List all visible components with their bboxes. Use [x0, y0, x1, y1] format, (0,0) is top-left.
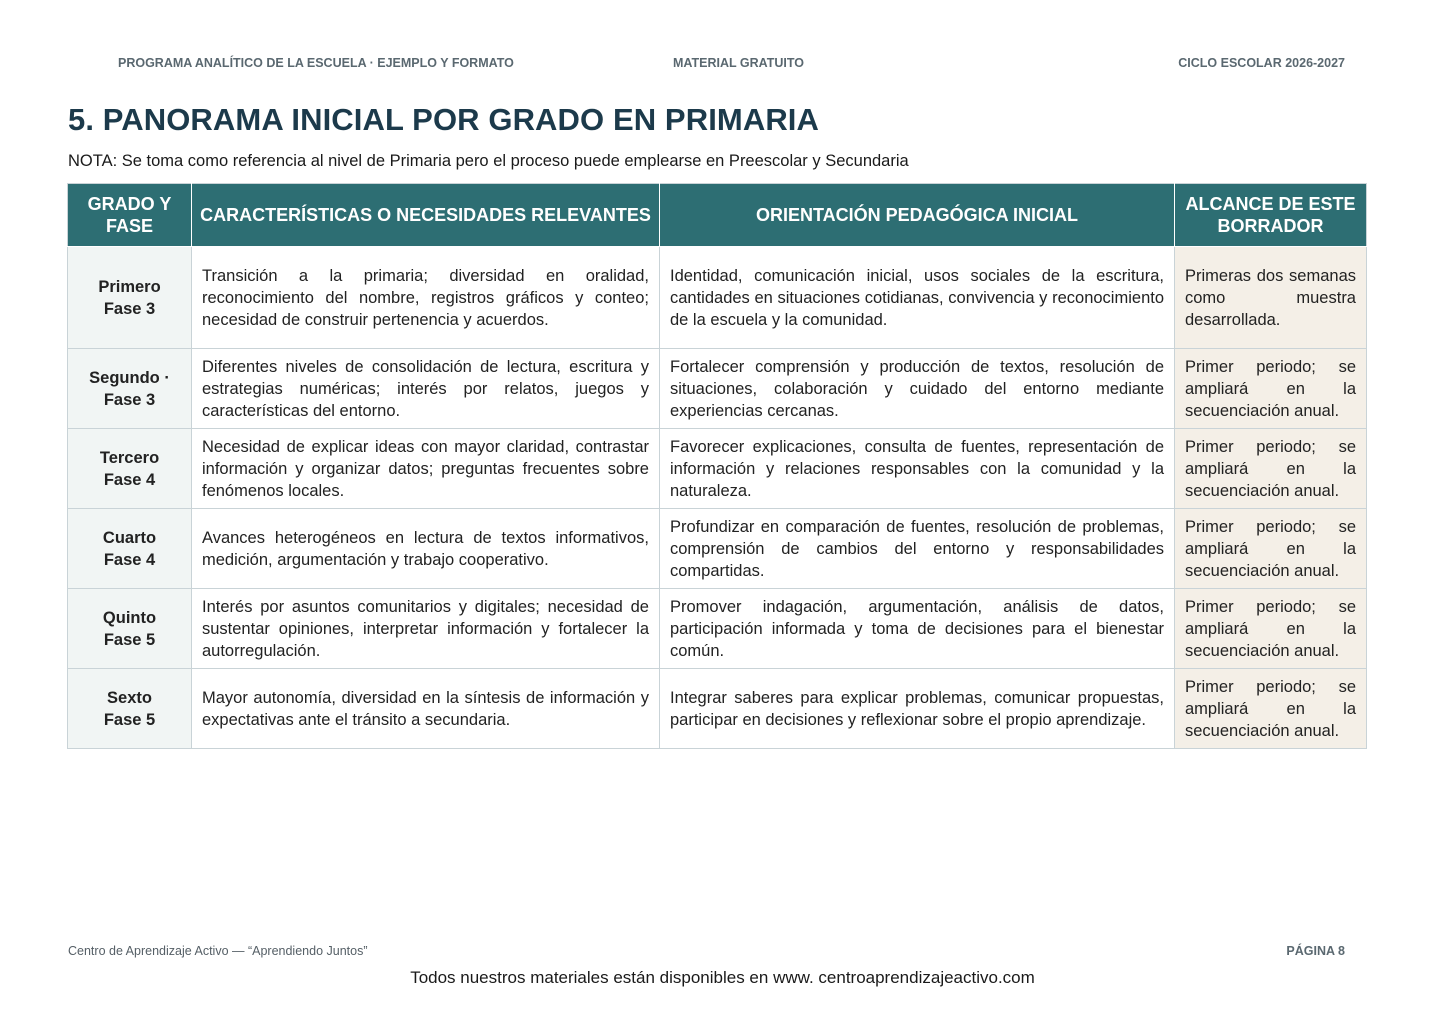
caracteristicas-cell: Transición a la primaria; diversidad en oralidad, reconocimiento del nombre, registros gráficos y conteo; necesidad de construir pertenencia y acuerdos. [192, 247, 660, 349]
orientacion-cell: Integrar saberes para explicar problemas, comunicar propuestas, participar en decisiones y reflexionar sobre el propio aprendizaje. [660, 669, 1175, 749]
table-header-row [68, 184, 1367, 247]
header-orientacion: ORIENTACIÓN PEDAGÓGICA INICIAL [660, 184, 1175, 247]
grado-cell [68, 247, 192, 349]
grado-cell [68, 669, 192, 749]
panorama-table [67, 183, 1367, 749]
grado-label: Sexto [107, 688, 152, 707]
footer-availability-note: Todos nuestros materiales están disponibles en www. centroaprendizajeactivo.com [410, 968, 1035, 987]
running-header-left: PROGRAMA ANALÍTICO DE LA ESCUELA · EJEMPLO Y FORMATO [118, 56, 514, 70]
grado-label: Tercero [99, 448, 160, 467]
caracteristicas-cell: Diferentes niveles de consolidación de lectura, escritura y estrategias numéricas; interés por relatos, juegos y características del entorno. [192, 349, 660, 429]
grado-label: Cuarto [102, 528, 157, 547]
fase-label: Fase 3 [103, 299, 156, 318]
orientacion-cell: Favorecer explicaciones, consulta de fuentes, representación de información y relaciones responsables con la comunidad y la naturaleza. [660, 429, 1175, 509]
fase-label: Fase 4 [103, 470, 156, 489]
alcance-cell: Primer periodo; se ampliará en la secuenciación anual. [1175, 589, 1367, 669]
table-row [68, 247, 1367, 349]
alcance-cell: Primer periodo; se ampliará en la secuenciación anual. [1175, 429, 1367, 509]
table-row [68, 589, 1367, 669]
grado-cell [68, 509, 192, 589]
caracteristicas-cell: Avances heterogéneos en lectura de textos informativos, medición, argumentación y trabajo cooperativo. [192, 509, 660, 589]
page-number: PÁGINA 8 [1286, 944, 1345, 958]
fase-label: Fase 5 [103, 630, 156, 649]
alcance-cell: Primer periodo; se ampliará en la secuenciación anual. [1175, 349, 1367, 429]
alcance-cell: Primer periodo; se ampliará en la secuenciación anual. [1175, 669, 1367, 749]
grado-label: Segundo · [89, 368, 170, 387]
page-title: 5. PANORAMA INICIAL POR GRADO EN PRIMARIA [68, 102, 820, 137]
grado-cell [68, 589, 192, 669]
header-caracteristicas: CARACTERÍSTICAS O NECESIDADES RELEVANTES [192, 184, 660, 247]
alcance-cell: Primer periodo; se ampliará en la secuenciación anual. [1175, 509, 1367, 589]
caracteristicas-cell: Mayor autonomía, diversidad en la síntesis de información y expectativas ante el tránsito a secundaria. [192, 669, 660, 749]
footer-organization: Centro de Aprendizaje Activo — “Aprendiendo Juntos” [68, 944, 368, 958]
table-row [68, 669, 1367, 749]
orientacion-cell: Profundizar en comparación de fuentes, resolución de problemas, comprensión de cambios del entorno y responsabilidades compartidas. [660, 509, 1175, 589]
running-header-right: CICLO ESCOLAR 2026-2027 [1178, 56, 1345, 70]
alcance-cell: Primeras dos semanas como muestra desarrollada. [1175, 247, 1367, 349]
grado-label: Primero [98, 277, 161, 296]
table-row [68, 509, 1367, 589]
orientacion-cell: Fortalecer comprensión y producción de textos, resolución de situaciones, colaboración y cuidado del entorno mediante experiencias cercanas. [660, 349, 1175, 429]
header-alcance: ALCANCE DE ESTE BORRADOR [1175, 184, 1367, 247]
grado-cell [68, 429, 192, 509]
orientacion-cell: Promover indagación, argumentación, análisis de datos, participación informada y toma de decisiones para el bienestar común. [660, 589, 1175, 669]
fase-label: Fase 3 [103, 390, 156, 409]
fase-label: Fase 5 [103, 710, 156, 729]
table-row [68, 349, 1367, 429]
running-header-center: MATERIAL GRATUITO [673, 56, 805, 70]
grado-label: Quinto [102, 608, 157, 627]
caracteristicas-cell: Interés por asuntos comunitarios y digitales; necesidad de sustentar opiniones, interpretar información y fortalecer la autorregulación. [192, 589, 660, 669]
caracteristicas-cell: Necesidad de explicar ideas con mayor claridad, contrastar información y organizar datos; preguntas frecuentes sobre fenómenos locales. [192, 429, 660, 509]
running-header [118, 56, 1345, 72]
table-row [68, 429, 1367, 509]
grado-cell [68, 349, 192, 429]
reference-note: NOTA: Se toma como referencia al nivel de Primaria pero el proceso puede emplearse en Preescolar y Secundaria [68, 152, 909, 170]
header-grado-fase: GRADO Y FASE [68, 184, 192, 247]
orientacion-cell: Identidad, comunicación inicial, usos sociales de la escritura, cantidades en situaciones cotidianas, convivencia y reconocimiento de la escuela y la comunidad. [660, 247, 1175, 349]
fase-label: Fase 4 [103, 550, 156, 569]
